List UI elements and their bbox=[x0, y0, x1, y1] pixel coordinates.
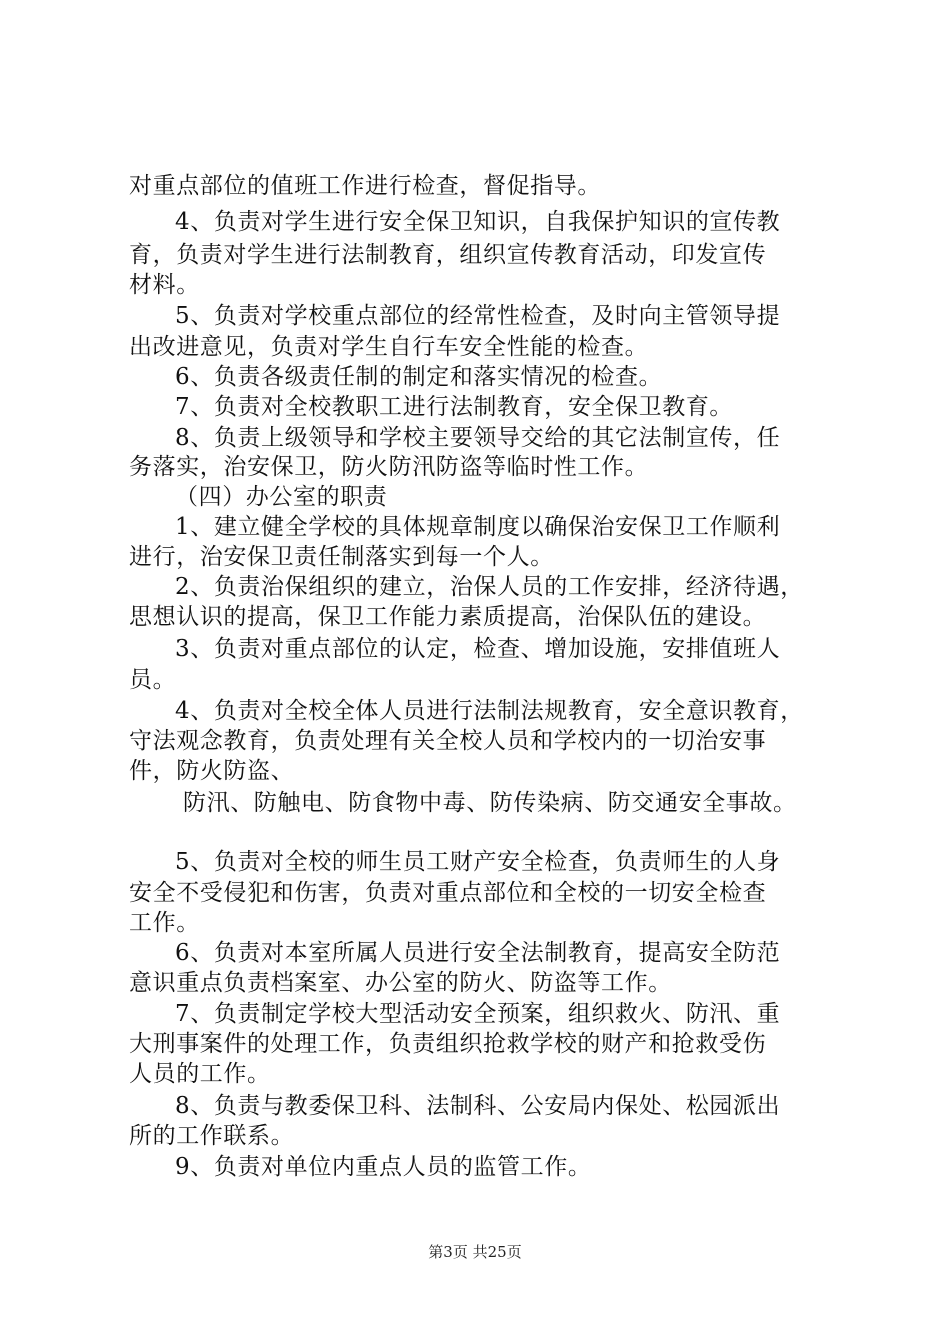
page-number-footer: 第3页 共25页 bbox=[428, 1243, 522, 1261]
text-line: 4、负责对学生进行安全保卫知识，自我保护知识的宣传教 bbox=[175, 209, 781, 235]
text-line: 5、负责对全校的师生员工财产安全检查，负责师生的人身 bbox=[175, 849, 781, 875]
text-line: 进行，治安保卫责任制落实到每一个人。 bbox=[129, 544, 554, 570]
text-line: 7、负责对全校教职工进行法制教育，安全保卫教育。 bbox=[175, 394, 734, 420]
text-line: 件，防火防盗、 bbox=[129, 758, 295, 784]
text-line: 员。 bbox=[129, 667, 177, 693]
text-line: 人员的工作。 bbox=[129, 1061, 271, 1087]
text-line: 大刑事案件的处理工作，负责组织抢救学校的财产和抢救受伤 bbox=[129, 1031, 767, 1057]
text-line: 1、建立健全学校的具体规章制度以确保治安保卫工作顺利 bbox=[175, 514, 781, 540]
section-heading: （四）办公室的职责 bbox=[175, 484, 388, 510]
text-line: 对重点部位的值班工作进行检查，督促指导。 bbox=[129, 173, 601, 199]
text-line: 育，负责对学生进行法制教育，组织宣传教育活动，印发宣传 bbox=[129, 242, 767, 268]
text-line: 8、负责与教委保卫科、法制科、公安局内保处、松园派出 bbox=[175, 1093, 781, 1119]
text-line: 3、负责对重点部位的认定，检查、增加设施，安排值班人 bbox=[175, 636, 781, 662]
text-line: 务落实，治安保卫，防火防汛防盗等临时性工作。 bbox=[129, 454, 649, 480]
text-line: 6、负责各级责任制的制定和落实情况的检查。 bbox=[175, 364, 663, 390]
text-line: 意识重点负责档案室、办公室的防火、防盗等工作。 bbox=[129, 970, 672, 996]
text-line: 2、负责治保组织的建立，治保人员的工作安排，经济待遇， bbox=[175, 574, 804, 600]
text-line: 5、负责对学校重点部位的经常性检查，及时向主管领导提 bbox=[175, 303, 781, 329]
text-line: 安全不受侵犯和伤害，负责对重点部位和全校的一切安全检查 bbox=[129, 880, 767, 906]
text-line: 6、负责对本室所属人员进行安全法制教育，提高安全防范 bbox=[175, 940, 781, 966]
text-line: 4、负责对全校全体人员进行法制法规教育，安全意识教育， bbox=[175, 698, 804, 724]
text-line: 守法观念教育，负责处理有关全校人员和学校内的一切治安事 bbox=[129, 728, 767, 754]
text-line: 思想认识的提高，保卫工作能力素质提高，治保队伍的建设。 bbox=[129, 604, 767, 630]
text-line: 所的工作联系。 bbox=[129, 1123, 295, 1149]
text-line: 7、负责制定学校大型活动安全预案，组织救火、防汛、重 bbox=[175, 1001, 781, 1027]
text-line: 工作。 bbox=[129, 910, 200, 936]
text-line: 8、负责上级领导和学校主要领导交给的其它法制宣传，任 bbox=[175, 425, 781, 451]
text-line: 防汛、防触电、防食物中毒、防传染病、防交通安全事故。 bbox=[183, 790, 797, 816]
text-line: 9、负责对单位内重点人员的监管工作。 bbox=[175, 1154, 592, 1180]
text-line: 材料。 bbox=[129, 272, 200, 298]
text-line: 出改进意见，负责对学生自行车安全性能的检查。 bbox=[129, 334, 649, 360]
